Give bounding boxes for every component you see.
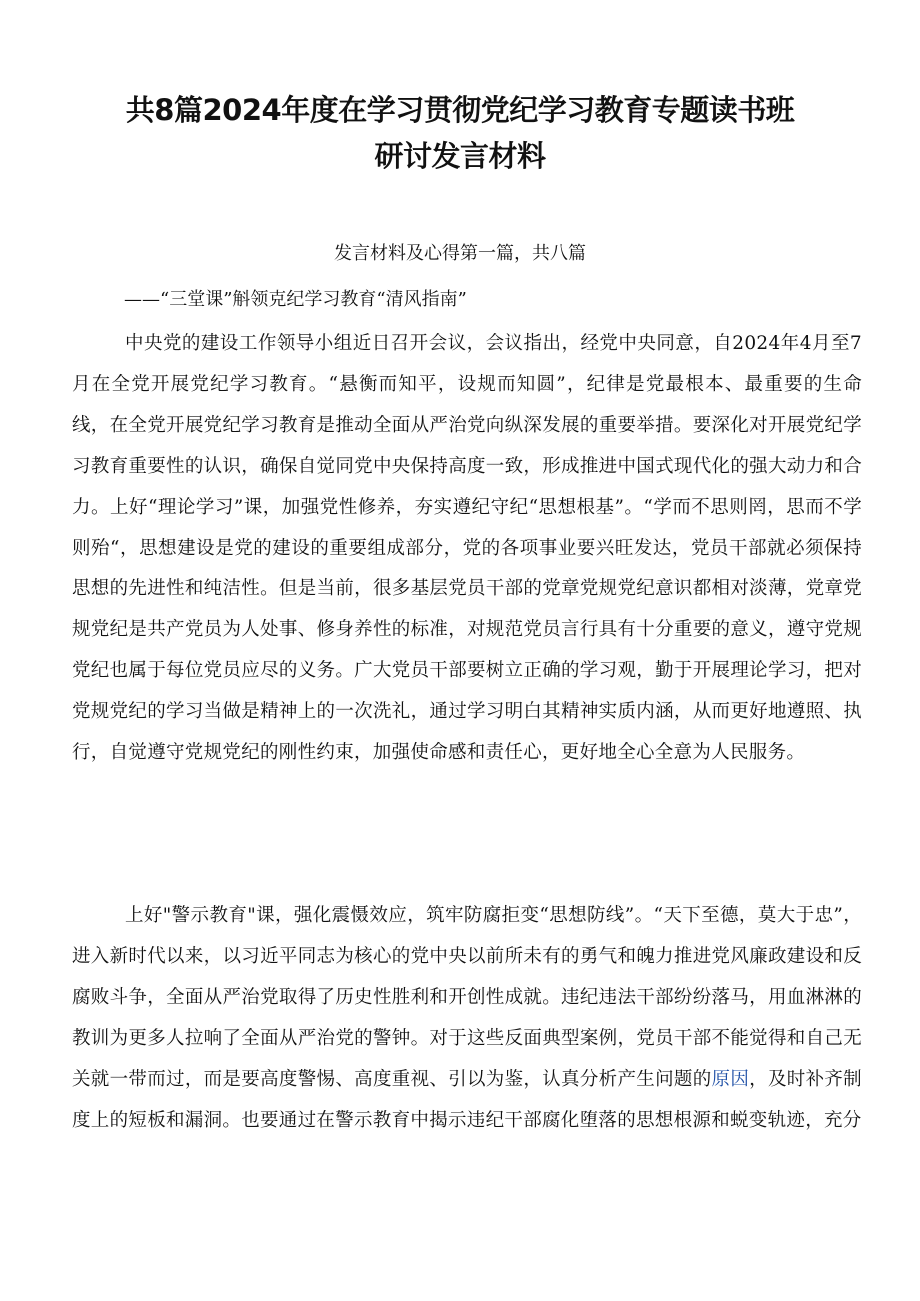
body-paragraph-2 <box>72 896 862 1141</box>
paragraph-2-body-a: “天下至德，莫大于忠”，进入新时代以来，以习近平同志为核心的党中央以前所未有的勇气和魄力推进党风廉政建设和反腐败斗争，全面从严治党取得了历史性胜利和开创性成就。违纪违法干部纷纷落马，用血淋淋的教训为更多人拉响了全面从严治党的警钟。对于这些反面典型案例，党员干部不能觉得和自己无关就一带而过，而是要高度警惕、高度重视、引以为鉴，认真分析产生问题的 <box>72 905 862 1090</box>
paragraph-2-body-b: ，及时补齐制度上的短板和漏洞。也要通过在警示教育中揭示违纪干部腐化堕落的思想根源和蜕变轨迹，充分 <box>72 1068 862 1131</box>
body-paragraph-1: 中央党的建设工作领导小组近日召开会议，会议指出，经党中央同意，自2024年4月至7月在全党开展党纪学习教育。“悬衡而知平，设规而知圆”，纪律是党最根本、最重要的生命线，在全党开展党纪学习教育是推动全面从严治党向纵深发展的重要举措。要深化对开展党纪学习教育重要性的认识，确保自觉同党中央保持高度一致，形成推进中国式现代化的强大动力和合力。上好“理论学习”课，加强党性修养，夯实遵纪守纪“思想根基”。“学而不思则罔，思而不学则殆“，思想建设是党的建设的重要组成部分，党的各项事业要兴旺发达，党员干部就必须保持思想的先进性和纯洁性。但是当前，很多基层党员干部的党章党规党纪意识都相对淡薄，党章党规党纪是共产党员为人处事、修身养性的标准，对规范党员言行具有十分重要的意义，遵守党规党纪也属于每位党员应尽的义务。广大党员干部要树立正确的学习观，勤于开展理论学习，把对党规党纪的学习当做是精神上的一次洗礼，通过学习明白其精神实质内涵，从而更好地遵照、执行，自觉遵守党规党纪的刚性约束，加强使命感和责任心，更好地全心全意为人民服务。 <box>72 333 862 764</box>
document-title-line-1: 共8篇2024年度在学习贯彻党纪学习教育专题读书班 <box>125 93 795 127</box>
reason-link[interactable]: 原因 <box>711 1068 750 1090</box>
section-heading: 发言材料及心得第一篇，共八篇 <box>334 243 586 264</box>
document-title-line-2: 研讨发言材料 <box>374 139 546 173</box>
paragraph-2-intro: 上好"警示教育"课，强化震慑效应，筑牢防腐拒变“思想防线”。 <box>125 905 654 926</box>
section-subheading: ——“三堂课”斛领克纪学习教育“清风指南” <box>124 289 467 310</box>
